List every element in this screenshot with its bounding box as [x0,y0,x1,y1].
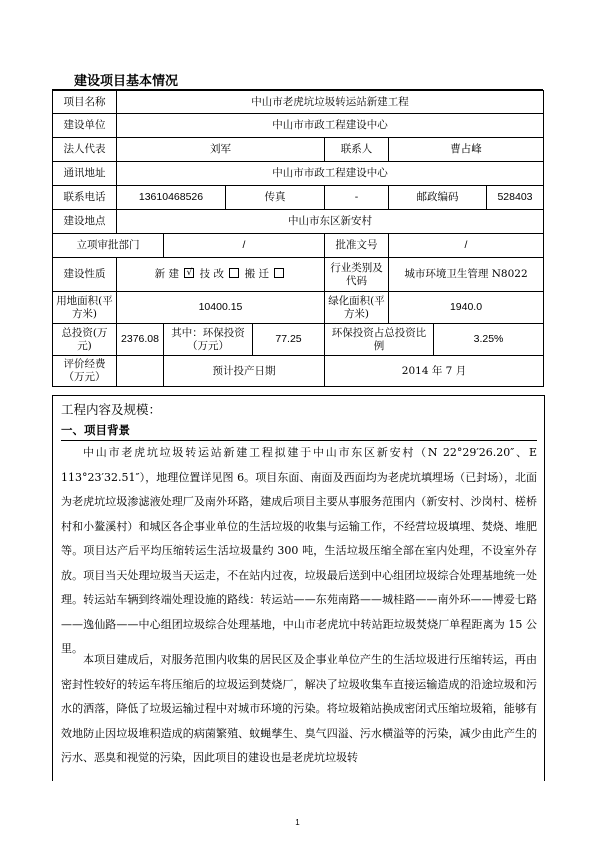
legal-rep-label: 法人代表 [53,138,117,162]
project-content-box [52,395,545,781]
check-mark: √ [186,268,193,278]
postcode-label: 邮政编码 [389,186,487,210]
env-ratio-value: 3.25% [434,324,544,356]
address-label: 通讯地址 [53,162,117,186]
contact-value: 曹占峰 [389,138,544,162]
project-name-value: 中山市老虎坑垃圾转运站新建工程 [117,91,544,114]
background-paragraph-2: 本项目建成后，对服务范围内收集的居民区及企事业单位产生的生活垃圾进行压缩转运，再由密封性较好的转运车将压缩后的垃圾运到焚烧厂，解决了垃圾收集车直接运输造成的沿途垃圾和污水的洒落，降低了垃圾运输过程中对城市环境的污染。将垃圾箱站换成密闭式压缩垃圾箱，能够有效地防止因垃圾堆积造成的病菌繁殖、蚊蝇孳生、臭气四溢、污水横溢等的污染，减少由此产生的污水、恶臭和视觉的污染，因此项目的建设也是老虎坑垃圾转 [61,653,537,764]
total-investment-label: 总投资(万元) [53,324,117,356]
page-title: 建设项目基本情况 [74,74,179,89]
area-value: 10400.15 [117,292,325,324]
approval-no-value: / [389,234,544,258]
nature-tech-label: 技 改 [199,268,224,280]
green-label: 绿化面积(平方米) [325,292,389,324]
nature-move-label: 搬 迁 [244,268,270,280]
nature-new-checkbox[interactable] [184,268,194,278]
nature-new-label: 新 建 [154,268,179,280]
nature-tech-checkbox[interactable] [229,268,239,278]
project-info-table [52,90,544,387]
fax-label: 传真 [226,186,325,210]
phone-label: 联系电话 [53,186,117,210]
phone-value: 13610468526 [117,186,226,210]
env-ratio-label: 环保投资占总投资比例 [325,324,434,356]
legal-rep-value: 刘军 [117,138,325,162]
page-number: 1 [295,818,300,827]
background-heading: 一、项目背景 [61,423,130,437]
env-investment-label: 其中：环保投资（万元） [164,324,253,356]
industry-value: 城市环境卫生管理 N8022 [389,258,544,292]
eval-fee-label: 评价经费（万元） [53,356,117,387]
start-date-value: 2014 年 7 月 [325,356,544,387]
site-label: 建设地点 [53,210,117,234]
green-value: 1940.0 [389,292,544,324]
site-value: 中山市东区新安村 [117,210,544,234]
builder-value: 中山市市政工程建设中心 [117,114,544,138]
postcode-value: 528403 [487,186,544,210]
content-heading: 工程内容及规模： [61,402,162,417]
industry-label: 行业类别及代码 [325,258,389,292]
total-investment-value: 2376.08 [117,324,164,356]
start-date-label: 预计投产日期 [164,356,325,387]
eval-fee-value [117,356,164,387]
nature-move-checkbox[interactable] [274,268,284,278]
nature-options [117,258,325,292]
approval-dept-value: / [164,234,325,258]
address-value: 中山市市政工程建设中心 [117,162,544,186]
builder-label: 建设单位 [53,114,117,138]
project-name-label: 项目名称 [53,91,117,114]
area-label: 用地面积(平方米) [53,292,117,324]
background-paragraph-1: 中山市老虎坑垃圾转运站新建工程拟建于中山市东区新安村（N 22°29′26.20″、E 113°23′32.51″），地理位置详见图 6。项目东面、南面及西面均为老虎坑填埋场（已封场），北面为老虎坑垃圾渗滤液处理厂及南外环路，建成后项目主要从事服务范围内（新安村、沙岗村、槎桥村和小鳌溪村）和城区各企事业单位的生活垃圾的收集与运输工作，不经营垃圾填埋、焚烧、堆肥等。项目达产后平均压缩转运生活垃圾量约 300 吨，生活垃圾压缩全部在室内处理，不设室外存放。项目当天处理垃圾当天运走，不在站内过夜，垃圾最后送到中心组团垃圾综合处理基地统一处理。转运站车辆到终端处理设施的路线：转运站——东苑南路——城桂路——南外环——博爱七路——逸仙路——中心组团垃圾综合处理基地，中山市老虎坑中转站距垃圾焚烧厂单程距离为 15 公里。 [61,446,537,655]
approval-no-label: 批准文号 [325,234,389,258]
contact-label: 联系人 [325,138,389,162]
fax-value: - [325,186,389,210]
env-investment-value: 77.25 [253,324,325,356]
nature-label: 建设性质 [53,258,117,292]
approval-dept-label: 立项审批部门 [53,234,164,258]
